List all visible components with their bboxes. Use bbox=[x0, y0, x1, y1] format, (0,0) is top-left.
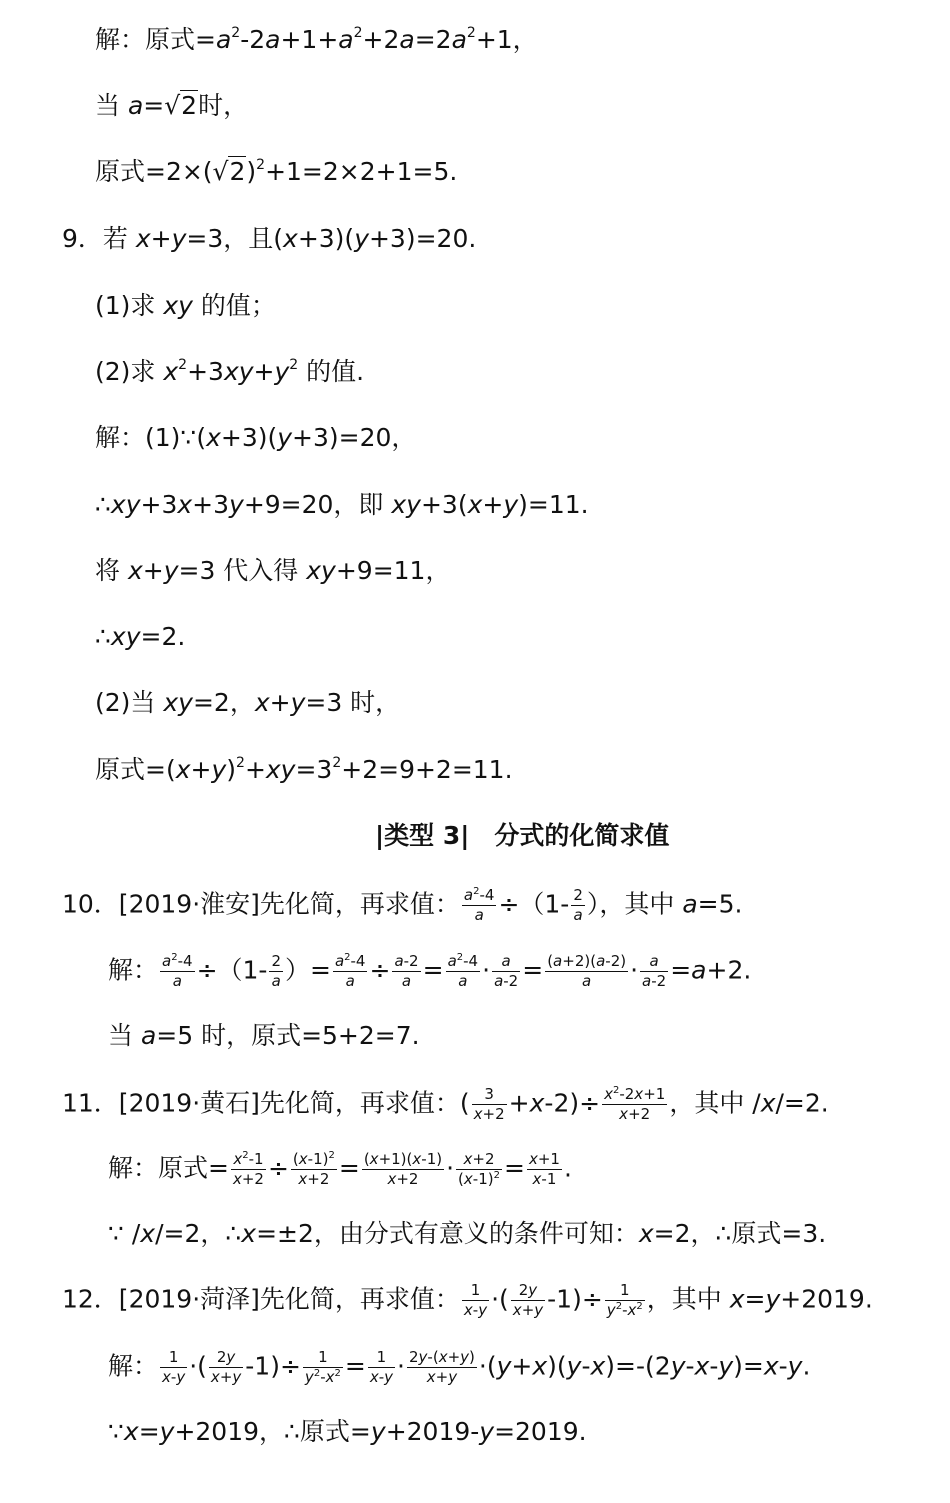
q9-solution-line-4: ∴xy=2. bbox=[95, 622, 186, 651]
q9-solution-line-3: 将 x+y=3 代入得 xy+9=11， bbox=[95, 556, 451, 585]
section-heading: |类型 3| 分式的化简求值 bbox=[375, 821, 670, 850]
q10-conclusion: 当 a=5 时，原式=5+2=7. bbox=[108, 1021, 420, 1050]
q8-solution-line-1: 解：原式$=a^2-2a+1+a^2+2a=2a^2+1$， bbox=[95, 25, 538, 54]
q11-solution: 解：原式= $\frac{x^2-1}{x+2}$ ÷ $\frac{(x-1)^2}{x+2}$ = $\frac{(x+1)(x-1)}{x+2}$ · $\frac{x+2}{(x-1)^2}$ = $\frac{x+1}{x-1}$ . bbox=[108, 1150, 572, 1188]
q9-solution-line-6: 原式$=(x+y)^2+xy=3^2+2=9+2=11$. bbox=[95, 755, 513, 784]
q10-stem: 10．[2019·淮安]先化简，再求值： $\frac{a^2-4}{a}$ ÷（1- $\frac{2}{a}$ ），其中 a=5. bbox=[62, 886, 743, 924]
q9-stem: 9．若 x+y=3，且(x+3)(y+3)=20. bbox=[62, 224, 477, 253]
q12-conclusion: ∵x=y+2019，∴原式=y+2019-y=2019. bbox=[108, 1417, 587, 1446]
q9-part-1: (1)求 xy 的值； bbox=[95, 291, 276, 320]
q9-solution-line-5: (2)当 xy=2，x+y=3 时， bbox=[95, 688, 401, 717]
q12-solution: 解： $\frac{1}{x-y}$ ·( $\frac{2y}{x+y}$ -1)÷ $\frac{1}{y^2-x^2}$ = $\frac{1}{x-y}$ · $\frac{2y-(x+y)}{x+y}$ ·(y+x)(y-x)=-(2y-x-y)=x-y. bbox=[108, 1348, 811, 1386]
q8-solution-line-2: 当 a=√2时， bbox=[95, 91, 249, 120]
q9-solution-line-1: 解：(1)∵(x+3)(y+3)=20， bbox=[95, 423, 417, 452]
q11-conclusion: ∵ /x/=2，∴x=±2，由分式有意义的条件可知：x=2，∴原式=3. bbox=[108, 1219, 827, 1248]
q9-solution-line-2: ∴xy+3x+3y+9=20，即 xy+3(x+y)=11. bbox=[95, 490, 589, 519]
q10-solution: 解： $\frac{a^2-4}{a}$ ÷（1- $\frac{2}{a}$ ）= $\frac{a^2-4}{a}$ ÷ $\frac{a-2}{a}$ = $\frac{a^2-4}{a}$ · $\frac{a}{a-2}$ = $\frac{(a+2)(a-2)}{a}$ · $\frac{a}{a-2}$ =a+2. bbox=[108, 952, 752, 990]
q11-stem: 11．[2019·黄石]先化简，再求值：( $\frac{3}{x+2}$ +x-2)÷ $\frac{x^2-2x+1}{x+2}$ ，其中 /x/=2. bbox=[62, 1085, 829, 1123]
q9-part-2: (2)求 $x^2+3xy+y^2$ 的值. bbox=[95, 357, 365, 386]
q12-stem: 12．[2019·菏泽]先化简，再求值： $\frac{1}{x-y}$ ·( $\frac{2y}{x+y}$ -1)÷ $\frac{1}{y^2-x^2}$ ，其中 x=y+2019. bbox=[62, 1281, 873, 1319]
q8-solution-line-3: 原式$=2\times(√2)^2+1=2\times 2+1=5$. bbox=[95, 157, 458, 186]
